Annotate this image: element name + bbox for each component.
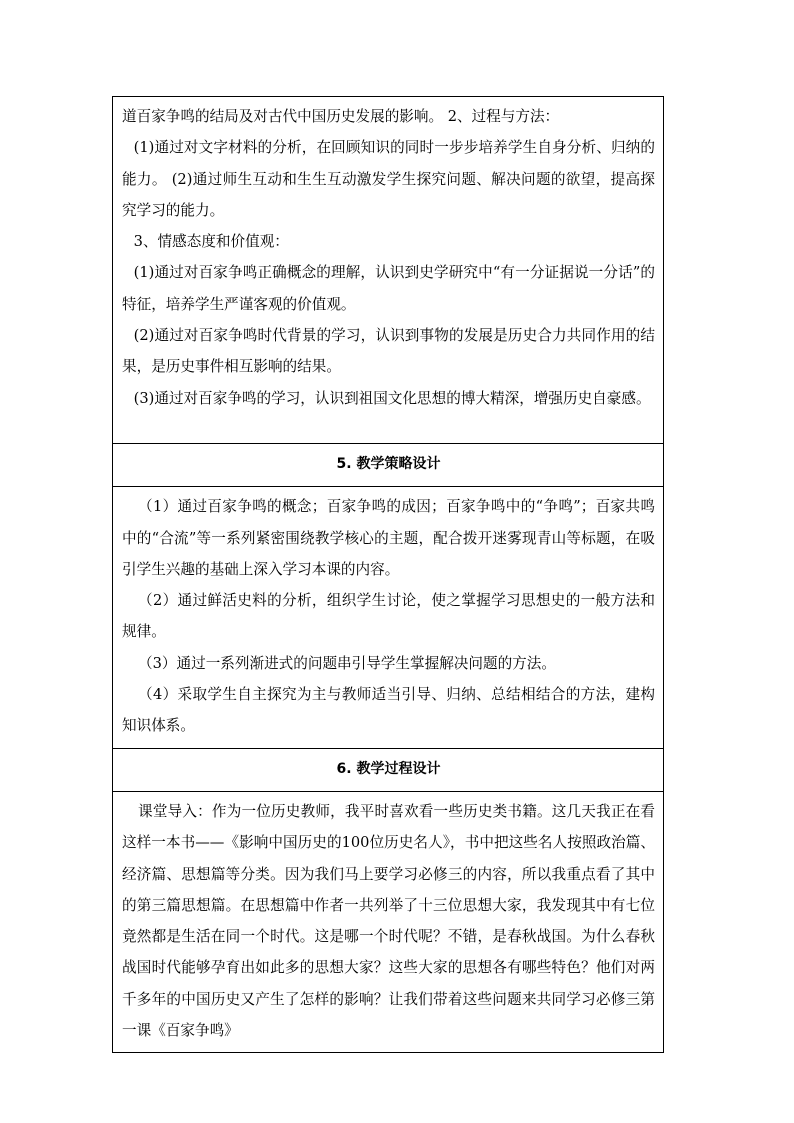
objectives-paragraph-2: (1)通过对文字材料的分析，在回顾知识的同时一步步培养学生自身分析、归纳的能力。 (2)通过师生互动和生生互动激发学生探究问题、解决问题的欲望，提高探究学习的能力。	[122, 139, 655, 219]
section-6-body	[113, 791, 664, 1052]
strategy-paragraph-3: （3）通过一系列渐进式的问题串引导学生掌握解决问题的方法。	[138, 654, 556, 672]
strategy-paragraph-4: （4）采取学生自主探究为主与教师适当引导、归纳、总结相结合的方法，建构知识体系。	[122, 686, 655, 735]
objectives-paragraph-4: (1)通过对百家争鸣正确概念的理解，认识到史学研究中“有一分证据说一分话”的特征，培养学生严谨客观的价值观。	[122, 264, 655, 313]
section-5-heading-row	[113, 444, 664, 487]
process-paragraph-1: 课堂导入：作为一位历史教师，我平时喜欢看一些历史类书籍。这几天我正在看这样一本书——《影响中国历史的100位历史名人》，书中把这些名人按照政治篇、经济篇、思想篇等分类。因为我们马上要学习必修三的内容，所以我重点看了其中的第三篇思想篇。在思想篇中作者一共列举了十三位思想大家，我发现其中有七位竟然都是生活在同一个时代。这是哪一个时代呢？不错，是春秋战国。为什么春秋战国时代能够孕育出如此多的思想大家？这些大家的思想各有哪些特色？他们对两千多年的中国历史又产生了怎样的影响？让我们带着这些问题来共同学习必修三第一课《百家争鸣》	[122, 802, 655, 1040]
objectives-paragraph-1: 道百家争鸣的结局及对古代中国历史发展的影响。 2、过程与方法：	[122, 108, 560, 125]
objectives-paragraph-3: 3、情感态度和价值观：	[133, 233, 289, 251]
objectives-paragraph-5: (2)通过对百家争鸣时代背景的学习，认识到事物的发展是历史合力共同作用的结果，是历史事件相互影响的结果。	[122, 327, 655, 376]
lesson-plan-table	[112, 96, 664, 1053]
section-6-heading: 6. 教学过程设计	[113, 748, 664, 791]
section-6-body-row	[113, 791, 664, 1052]
strategy-paragraph-1: （1）通过百家争鸣的概念；百家争鸣的成因；百家争鸣中的“争鸣”；百家共鸣中的“合流”等一系列紧密围绕教学核心的主题，配合拨开迷雾现青山等标题，在吸引学生兴趣的基础上深入学习本课的内容。	[122, 498, 655, 578]
section-6-heading-row	[113, 748, 664, 791]
section-5-body-row	[113, 487, 664, 748]
strategy-paragraph-2: （2）通过鲜活史料的分析，组织学生讨论，使之掌握学习思想史的一般方法和规律。	[122, 592, 655, 641]
section-5-heading: 5. 教学策略设计	[113, 444, 664, 487]
document-page	[112, 96, 664, 1053]
objectives-paragraph-6: (3)通过对百家争鸣的学习，认识到祖国文化思想的博大精深，增强历史自豪感。	[133, 389, 651, 407]
objectives-cell	[113, 97, 664, 444]
section-5-body	[113, 487, 664, 748]
objectives-row	[113, 97, 664, 444]
